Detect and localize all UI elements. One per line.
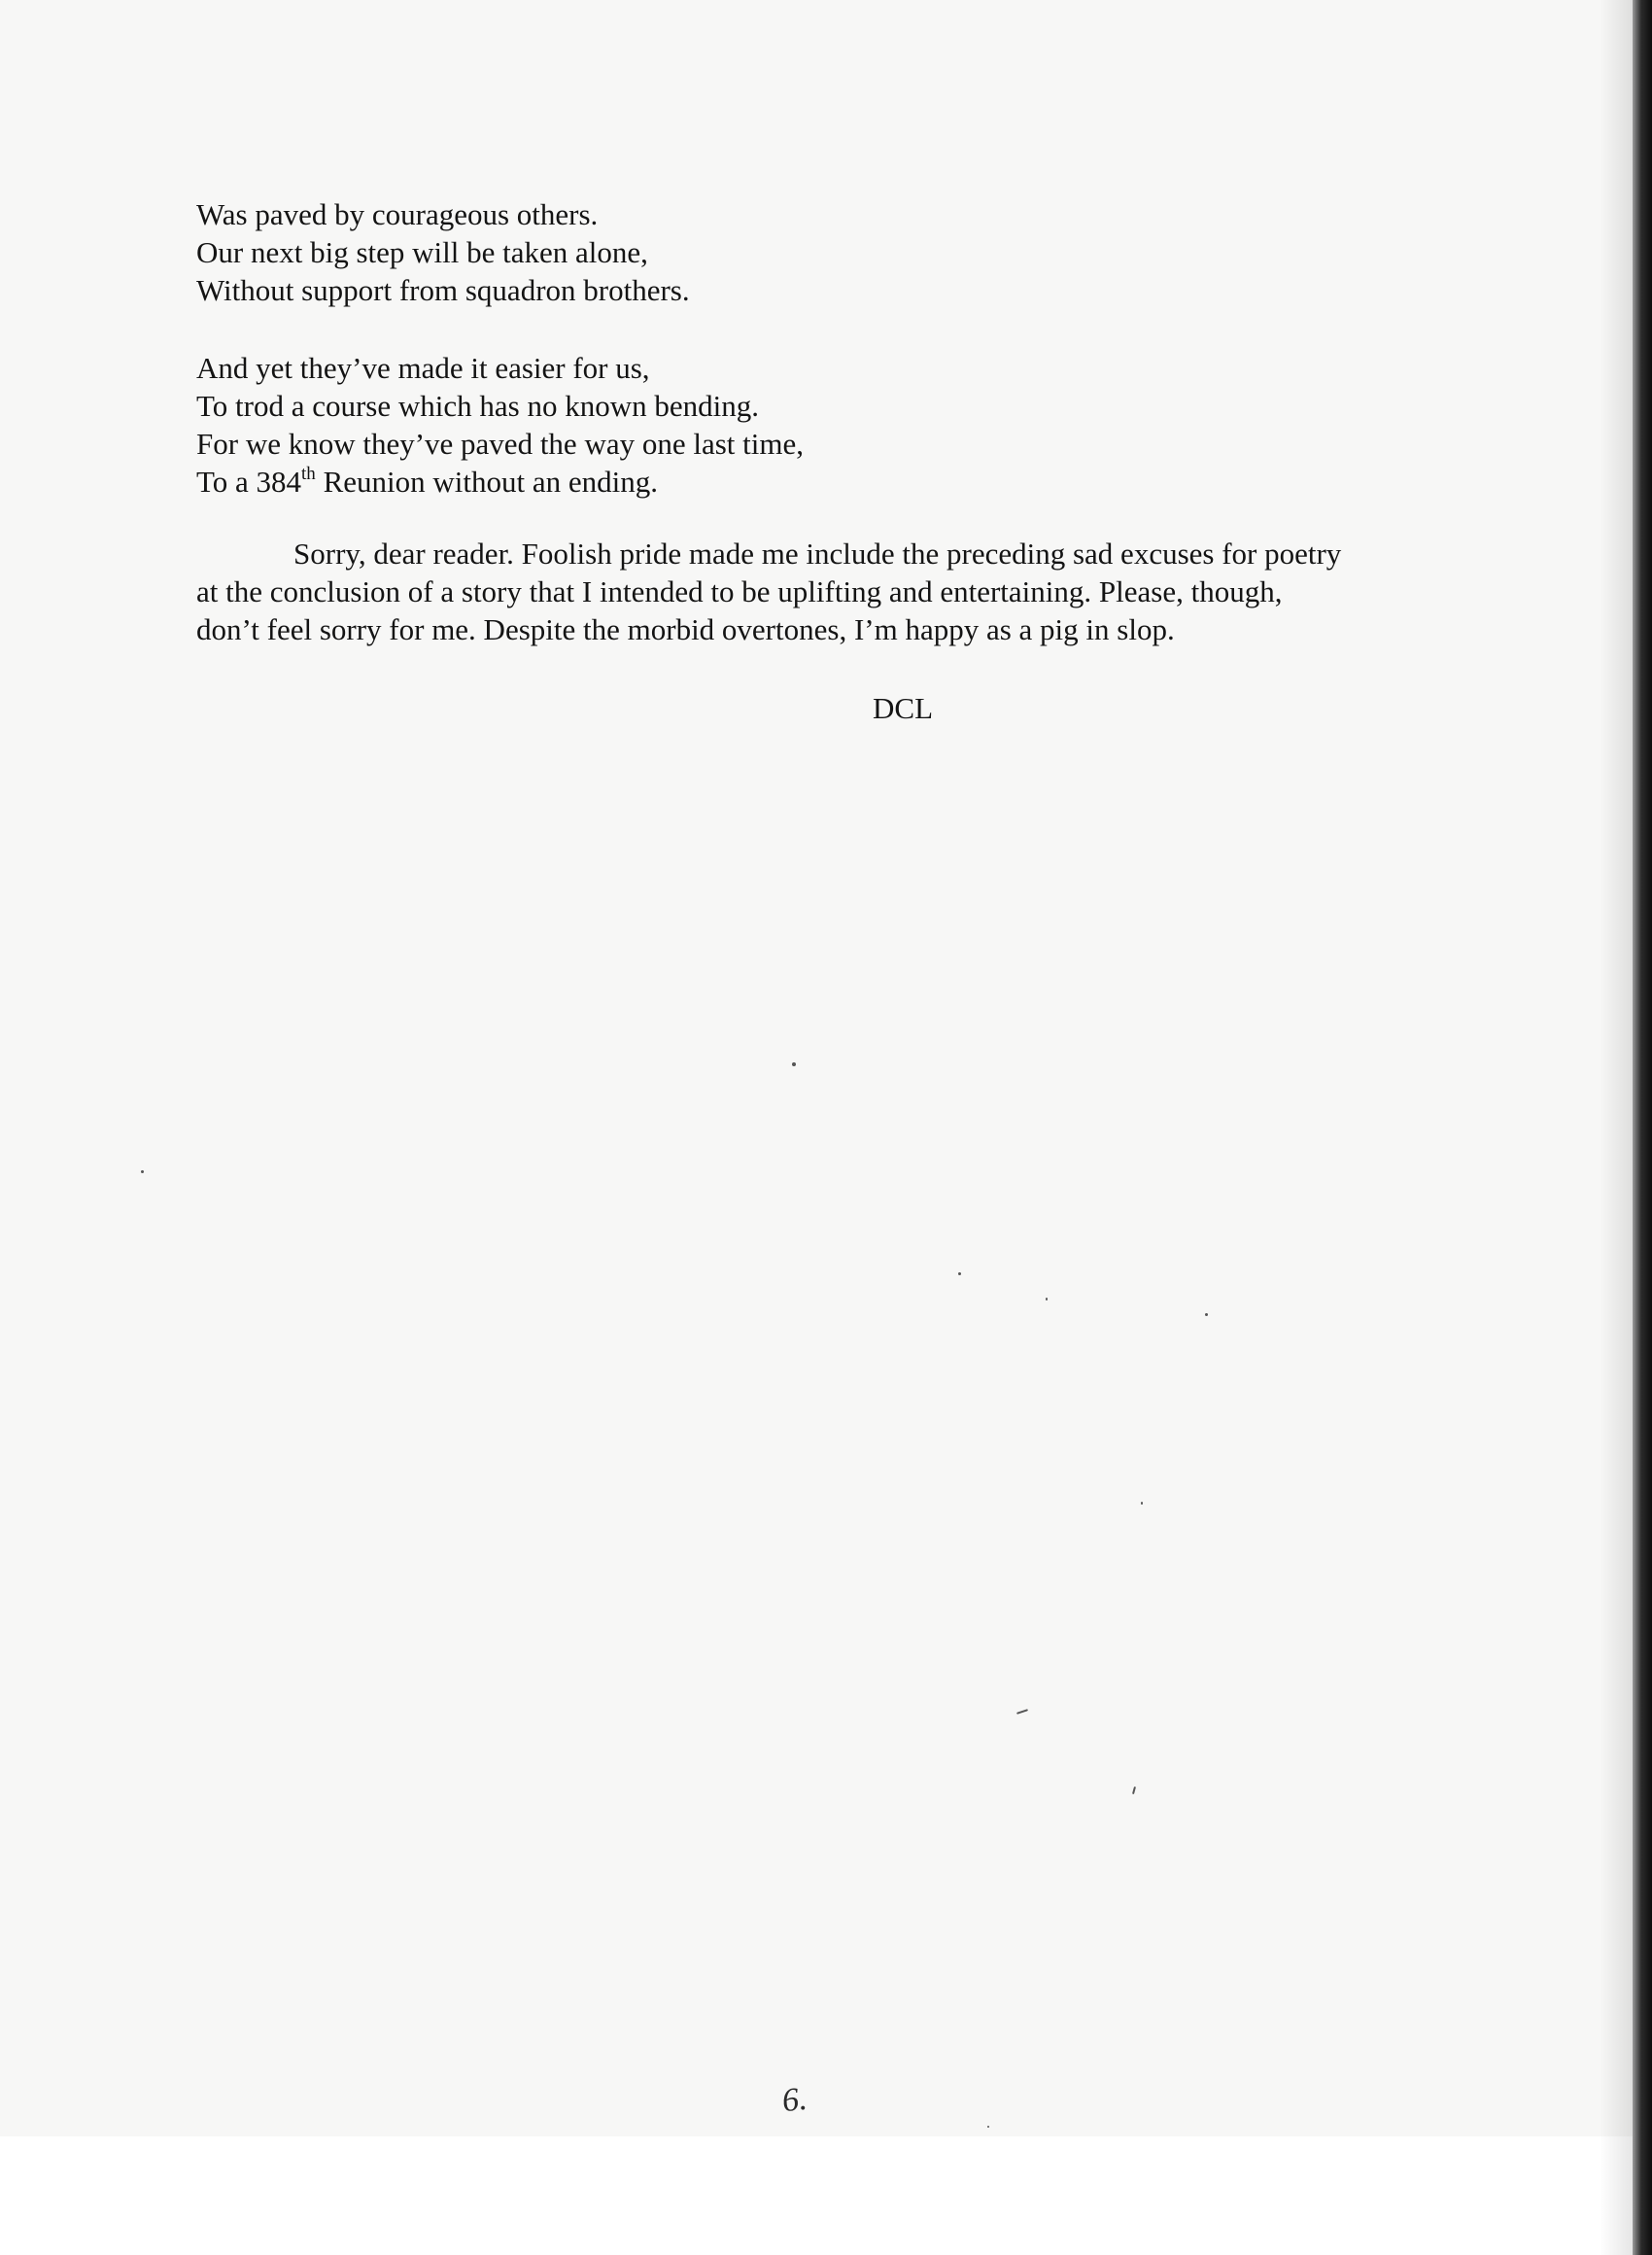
paragraph-line: at the conclusion of a story that I intended to be uplifting and entertaining. Please, though, [196, 574, 1283, 608]
scan-speck [1205, 1313, 1208, 1316]
poem-line: Our next big step will be taken alone, [196, 235, 648, 269]
poem-stanza-1 [196, 195, 690, 309]
scan-speck [987, 2126, 989, 2128]
reunion-text-after: Reunion without an ending. [315, 465, 658, 499]
scan-speck [958, 1272, 961, 1275]
poem-line: To trod a course which has no known bending. [196, 389, 759, 423]
paragraph-line-text: Sorry, dear reader. Foolish pride made me include the preceding sad excuses for poetry [293, 537, 1342, 571]
ordinal-suffix: th [301, 464, 316, 484]
poem-line: Was paved by courageous others. [196, 197, 599, 231]
paragraph-line [196, 535, 1460, 572]
page-number: 6. [780, 2080, 809, 2120]
paragraph-line: don’t feel sorry for me. Despite the morbid overtones, I’m happy as a pig in slop. [196, 612, 1175, 646]
author-initials: DCL [873, 691, 933, 725]
poem-line: Without support from squadron brothers. [196, 273, 690, 307]
reunion-text-before: To a 384 [196, 465, 302, 499]
poem-line-reunion [196, 463, 804, 501]
scan-edge-right [1633, 0, 1652, 2255]
scan-speck [1016, 1709, 1028, 1715]
poem-line: And yet they’ve made it easier for us, [196, 351, 650, 385]
scan-edge-shadow [1600, 0, 1633, 2255]
scan-bottom-band [0, 2136, 1633, 2255]
poem-line: For we know they’ve paved the way one last time, [196, 427, 804, 461]
closing-paragraph [196, 535, 1460, 648]
scan-speck [792, 1062, 796, 1066]
scan-speck [1046, 1298, 1048, 1301]
poem-stanza-2 [196, 349, 804, 501]
scan-speck [1132, 1787, 1136, 1794]
scan-speck [141, 1170, 144, 1173]
scan-speck [1141, 1502, 1143, 1505]
